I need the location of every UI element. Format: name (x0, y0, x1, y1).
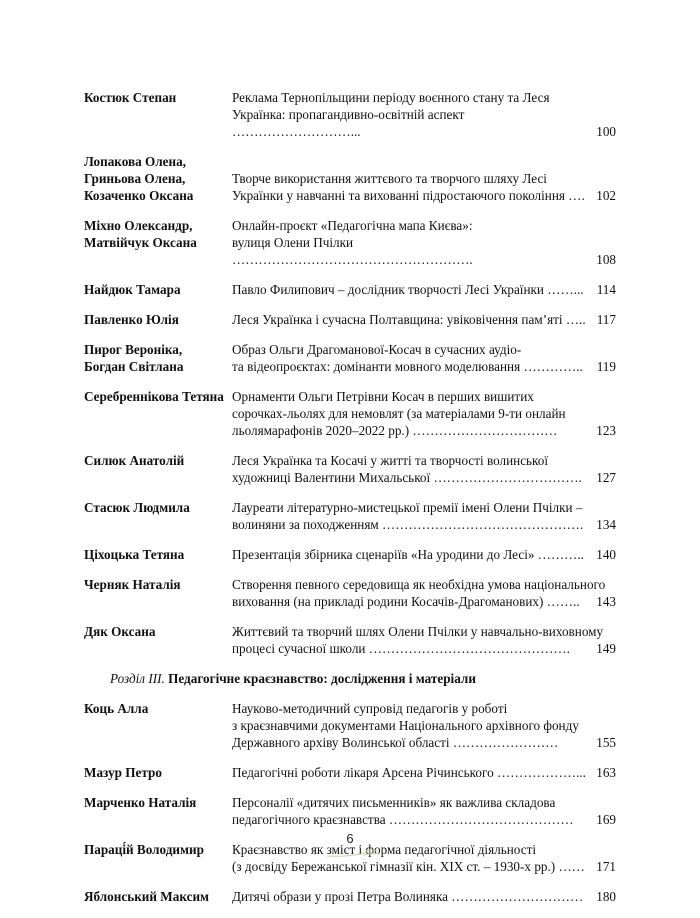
title-last-line (232, 546, 616, 563)
author-name: Найдюк Тамара (84, 282, 181, 297)
entry-author (84, 576, 232, 593)
title-line: Життєвий та творчий шлях Олени Пчілки у навчально-виховному (232, 624, 604, 639)
title-line: Павло Филипович – дослідник творчості Лесі Українки ……... (232, 282, 584, 297)
page-ref: 102 (596, 188, 616, 203)
page-ref: 119 (596, 359, 616, 374)
page-ref: 117 (596, 312, 616, 327)
author-name: Павленко Юлія (84, 312, 179, 327)
page-ref: 114 (596, 282, 616, 297)
entry-title (232, 764, 616, 781)
toc-entry[interactable] (84, 499, 616, 533)
toc-entry[interactable] (84, 888, 616, 905)
title-line: Науково-методичний супровід педагогів у роботі (232, 701, 508, 716)
section-heading (110, 670, 616, 687)
title-line: (з досвіду Бережанської гімназії кін. ХІХ ст. – 1930-х рр.) …… (232, 859, 585, 874)
title-last-line (232, 858, 616, 875)
toc-entry[interactable] (84, 341, 616, 375)
title-line: волиняни за походженням ………………………………………. (232, 517, 584, 532)
entry-author (84, 281, 232, 298)
footer-ornament-icon (325, 848, 385, 860)
toc-entry[interactable] (84, 452, 616, 486)
page-ref: 108 (596, 252, 616, 267)
title-line: Педагогічні роботи лікаря Арсена Річинського ………………... (232, 765, 586, 780)
title-line: Образ Ольги Драгоманової-Косач в сучасних аудіо- (232, 342, 522, 357)
page-ref: 127 (596, 470, 616, 485)
entry-title (232, 341, 616, 375)
page-ref: 140 (596, 547, 616, 562)
page-ref: 149 (596, 641, 616, 656)
page-ref: 180 (596, 889, 616, 904)
page-ref: 163 (596, 765, 616, 780)
title-line: виховання (на прикладі родини Косачів-Драгоманових) …….. (232, 594, 580, 609)
title-line: Презентація збірника сценаріїв «На уродини до Лесі» ……….. (232, 547, 584, 562)
title-last-line (232, 187, 616, 204)
author-name: Коць Алла (84, 701, 149, 716)
toc-entry[interactable] (84, 700, 616, 751)
title-line: Персоналії «дитячих письменників» як важлива складова (232, 795, 556, 810)
toc-entry[interactable] (84, 764, 616, 781)
entry-title (232, 388, 616, 439)
toc-list-section-3 (84, 700, 616, 905)
entry-title (232, 576, 616, 610)
author-name: Міхно Олександр, (84, 218, 193, 233)
entry-title (232, 170, 616, 204)
toc-entry[interactable] (84, 576, 616, 610)
entry-author (84, 623, 232, 640)
page-ref: 143 (596, 594, 616, 609)
page-number: 6 (346, 831, 354, 846)
toc-entry[interactable] (84, 217, 616, 268)
title-last-line (232, 640, 616, 657)
entry-author (84, 700, 232, 717)
title-last-line (232, 811, 616, 828)
page-ref: 171 (596, 859, 616, 874)
author-name: Ціхоцька Тетяна (84, 547, 185, 562)
section-prefix: Розділ ІІІ. (110, 671, 165, 686)
entry-author (84, 546, 232, 563)
title-last-line (232, 358, 616, 375)
toc-entry[interactable] (84, 89, 616, 140)
author-name: Дяк Оксана (84, 624, 156, 639)
entry-author (84, 341, 232, 375)
title-last-line (232, 888, 616, 905)
entry-author (84, 388, 232, 405)
toc-entry[interactable] (84, 281, 616, 298)
entry-title (232, 623, 616, 657)
entry-author (84, 888, 232, 905)
toc-entry[interactable] (84, 311, 616, 328)
author-name: Силюк Анатолій (84, 453, 185, 468)
title-line: художниці Валентини Михальської ……………………………. (232, 470, 582, 485)
title-last-line (232, 764, 616, 781)
title-last-line (232, 106, 616, 140)
author-name: Матвійчук Оксана (84, 235, 197, 250)
entry-title (232, 452, 616, 486)
toc-entry[interactable] (84, 623, 616, 657)
title-line: Державного архіву Волинської області …………………… (232, 735, 559, 750)
entry-author (84, 153, 232, 204)
author-name: Козаченко Оксана (84, 188, 194, 203)
title-line: Лауреати літературно-мистецької премії імені Олени Пчілки – (232, 500, 583, 515)
title-line: Українка: пропагандивно-освітній аспект ………………………... (232, 107, 465, 139)
entry-author (84, 764, 232, 781)
title-line: Леся Українка та Косачі у житті та творчості волинської (232, 453, 549, 468)
page-footer (0, 831, 700, 847)
author-name: Параці́й Володимир (84, 842, 204, 857)
table-of-contents (84, 89, 616, 918)
author-name: Черняк Наталія (84, 577, 181, 592)
title-line: сорочках-льолях для немовлят (за матеріалами 9-ти онлайн (232, 406, 566, 421)
title-line: Онлайн-проєкт «Педагогічна мапа Києва»: (232, 218, 473, 233)
title-last-line (232, 311, 616, 328)
author-name: Мазур Петро (84, 765, 162, 780)
entry-author (84, 499, 232, 516)
entry-author (84, 452, 232, 469)
title-line: Творче використання життєвого та творчого шляху Лесі (232, 171, 547, 186)
entry-title (232, 700, 616, 751)
entry-title (232, 281, 616, 298)
author-name: Костюк Степан (84, 90, 177, 105)
toc-entry[interactable] (84, 153, 616, 204)
author-name: Пирог Вероніка, (84, 342, 183, 357)
author-name: Яблонський Максим (84, 889, 210, 904)
title-line: Орнаменти Ольги Петрівни Косач в перших вишитих (232, 389, 534, 404)
toc-entry[interactable] (84, 546, 616, 563)
title-last-line (232, 422, 616, 439)
toc-entry[interactable] (84, 794, 616, 828)
author-name: Гриньова Олена, (84, 171, 186, 186)
author-name: Серебреннікова Тетяна (84, 389, 224, 404)
title-line: вулиця Олени Пчілки ………………………………………………. (232, 235, 473, 267)
author-name: Марченко Наталія (84, 795, 197, 810)
toc-list-section-2 (84, 89, 616, 657)
entry-title (232, 311, 616, 328)
page-ref: 100 (596, 124, 616, 139)
title-line: Леся Українка і сучасна Полтавщина: увіковічення пам’яті ….. (232, 312, 586, 327)
title-last-line (232, 281, 616, 298)
entry-author (84, 794, 232, 811)
title-last-line (232, 234, 616, 268)
title-line: Дитячі образи у прозі Петра Волиняка ………………………… (232, 889, 584, 904)
title-line: та відеопроєктах: домінанти мовного моделювання ………….. (232, 359, 583, 374)
entry-title (232, 217, 616, 268)
entry-title (232, 888, 616, 905)
page-ref: 155 (596, 735, 616, 750)
title-line: льолямарафонів 2020–2022 рр.) …………………………… (232, 423, 558, 438)
title-line: з краєзнавчими документами Національного архівного фонду (232, 718, 579, 733)
author-name: Стасюк Людмила (84, 500, 190, 515)
page-ref: 169 (596, 812, 616, 827)
title-line: Українки у навчанні та вихованні підростаючого покоління …. (232, 188, 585, 203)
entry-title (232, 794, 616, 828)
title-line: педагогічного краєзнавства …………………………………… (232, 812, 574, 827)
section-title: Педагогічне краєзнавство: дослідження і матеріали (168, 671, 476, 686)
title-line: Реклама Тернопільщини періоду воєнного стану та Леся (232, 90, 550, 105)
toc-entry[interactable] (84, 388, 616, 439)
entry-author (84, 217, 232, 251)
entry-title (232, 499, 616, 533)
title-last-line (232, 593, 616, 610)
title-last-line (232, 516, 616, 533)
title-last-line (232, 469, 616, 486)
title-line: Створення певного середовища як необхідна умова національного (232, 577, 606, 592)
entry-author (84, 311, 232, 328)
entry-title (232, 89, 616, 140)
page-ref: 134 (596, 517, 616, 532)
title-last-line (232, 734, 616, 751)
title-line: процесі сучасної школи ………………………………………. (232, 641, 570, 656)
entry-title (232, 546, 616, 563)
page-ref: 123 (596, 423, 616, 438)
author-name: Богдан Світлана (84, 359, 184, 374)
entry-author (84, 89, 232, 106)
author-name: Лопакова Олена, (84, 154, 186, 169)
title-line: Краєзнавство як зміст і форма педагогічної діяльності (232, 842, 537, 857)
